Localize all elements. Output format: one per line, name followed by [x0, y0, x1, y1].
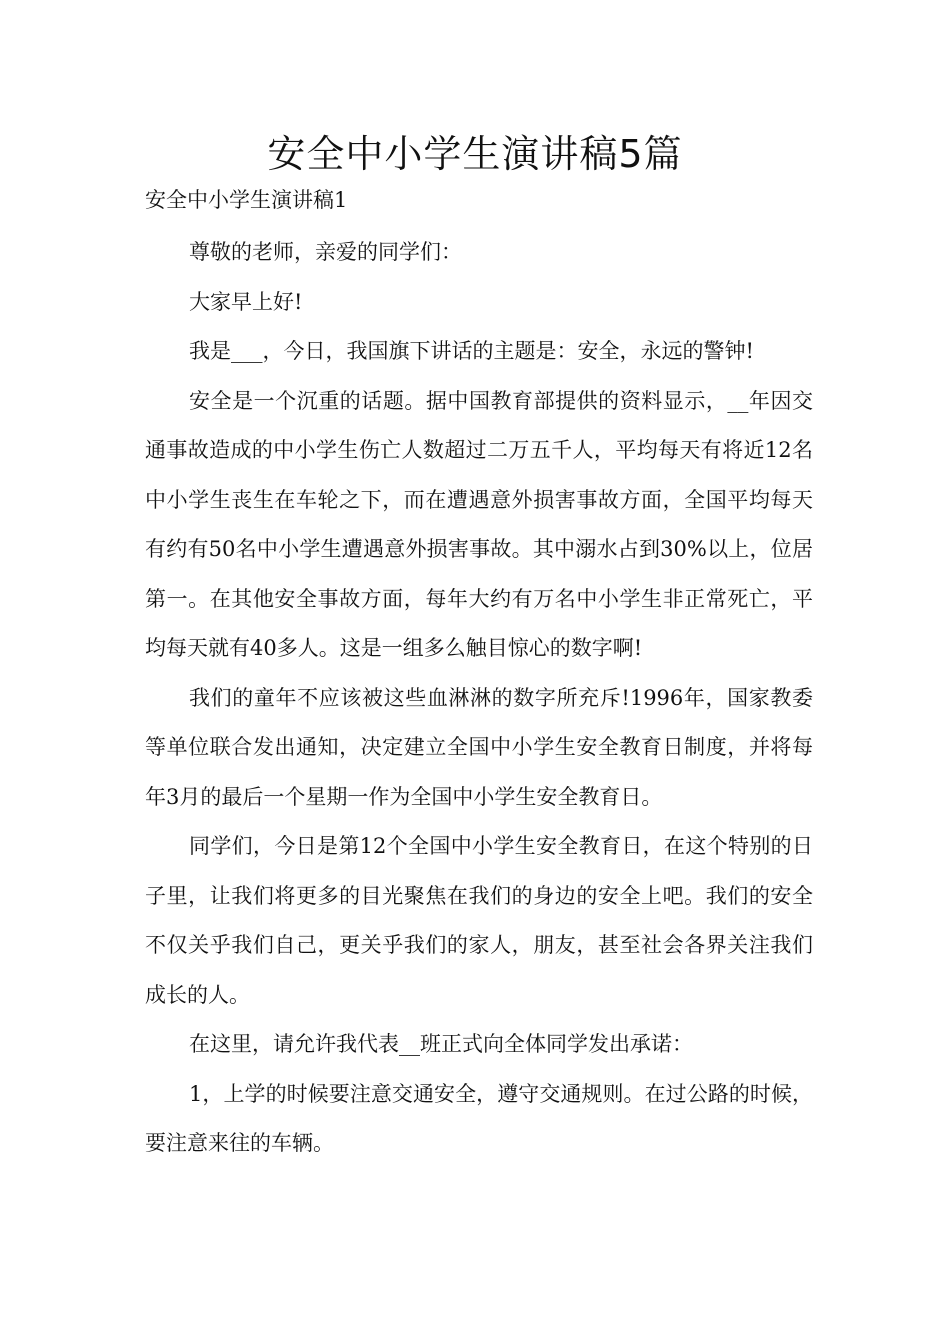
paragraph-statistics: 安全是一个沉重的话题。据中国教育部提供的资料显示，__年因交通事故造成的中小学生伤亡人数超过二万五千人，平均每天有将近12名中小学生丧生在车轮之下，而在遭遇意外损害事故方面，全国平均每天有约有50名中小学生遭遇意外损害事故。其中溺水占到30%以上，位居第一。在其他安全事故方面，每年大约有万名中小学生非正常死亡，平均每天就有40多人。这是一组多么触目惊心的数字啊!: [145, 388, 813, 660]
paragraph-focus: 同学们，今日是第12个全国中小学生安全教育日，在这个特别的日子里，让我们将更多的目光聚焦在我们的身边的安全上吧。我们的安全不仅关乎我们自己，更关乎我们的家人，朋友，甚至社会各界关注我们成长的人。: [145, 834, 813, 1007]
paragraph-intro: 我是___，今日，我国旗下讲话的主题是：安全，永远的警钟!: [189, 339, 754, 363]
document-body: [145, 228, 813, 1169]
section-heading: 安全中小学生演讲稿1: [145, 188, 348, 212]
paragraph-good-morning: 大家早上好!: [189, 289, 303, 314]
paragraph-greeting: 尊敬的老师，亲爱的同学们：: [189, 240, 462, 264]
document-title: 安全中小学生演讲稿5篇: [267, 132, 683, 176]
paragraph-rule-1: 1，上学的时候要注意交通安全，遵守交通规则。在过公路的时候，要注意来往的车辆。: [145, 1081, 813, 1155]
paragraph-safety-day: 我们的童年不应该被这些血淋淋的数字所充斥!1996年，国家教委等单位联合发出通知，决定建立全国中小学生安全教育日制度，并将每年3月的最后一个星期一作为全国中小学生安全教育日。: [145, 685, 813, 809]
paragraph-pledge: 在这里，请允许我代表__班正式向全体同学发出承诺：: [189, 1032, 693, 1056]
